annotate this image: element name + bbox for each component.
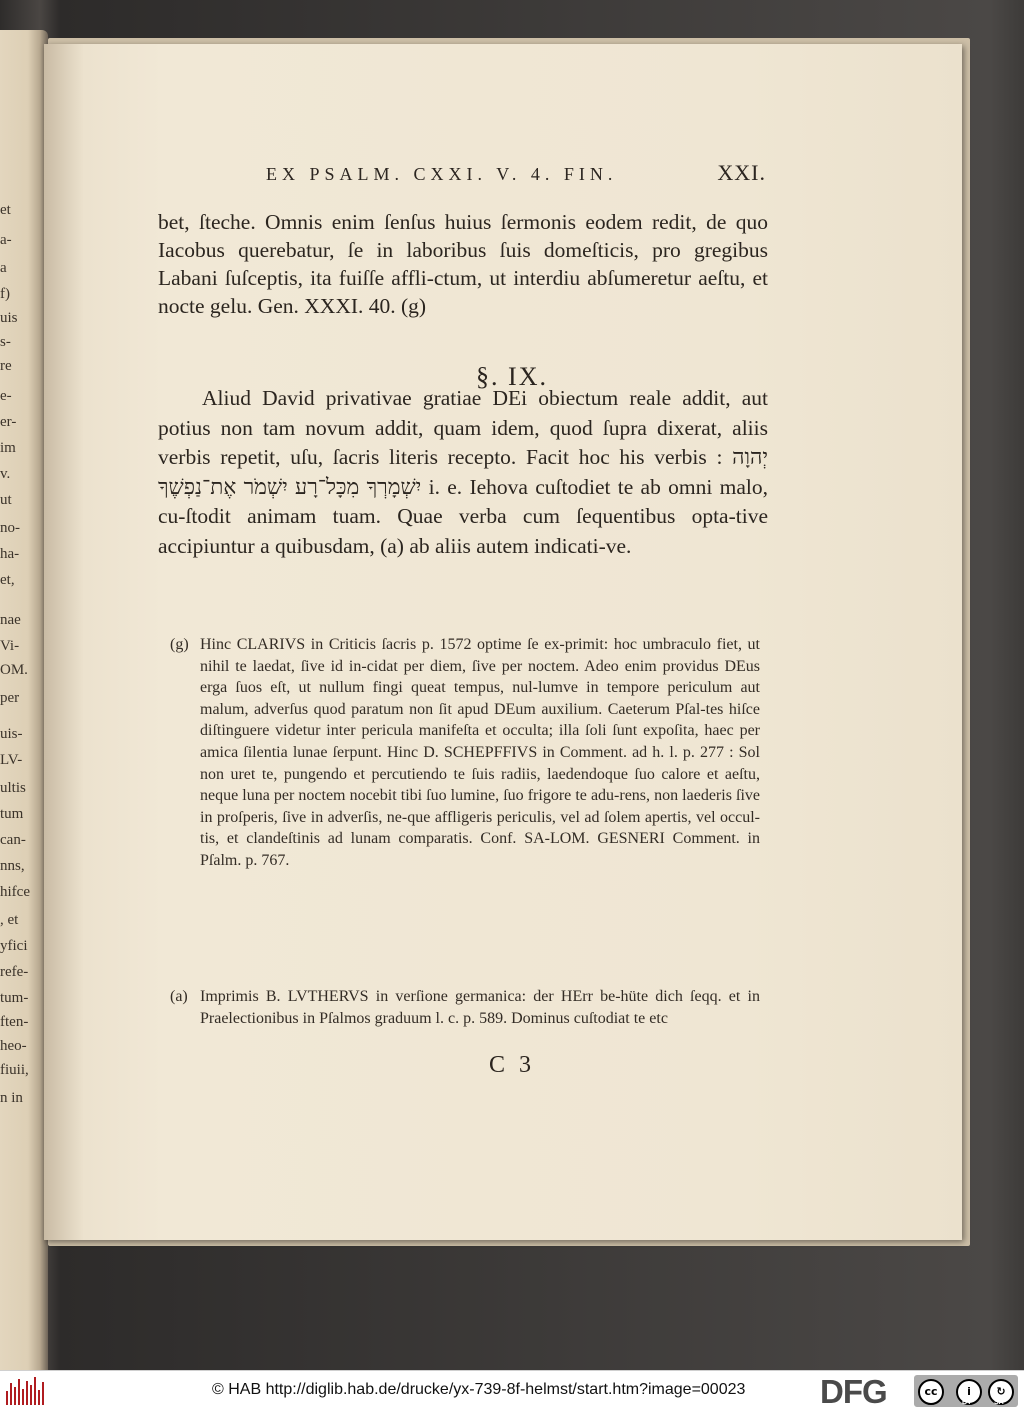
left-page-fragment: f) (0, 286, 10, 302)
section-paragraph: Aliud David privativae gratiae DEi obiectum reale addit, aut potius non tam novum addit, quam idem, quod ſupra dixerat, aliis verbis repetit, uſu, ſacris literis recepto. Facit hoc his verbis : יְהוָה יִשְׁמָרְךָ מִכָּל־רָע יִשְׁמֹר אֶת־נַפְשֶׁךָ i. e. Iehova cuſtodiet te ab omni malo, cu-ſtodit animam tuam. Quae verba cum ſequentibus opta-tive accipiuntur a quibusdam, (a) ab aliis autem indicati-ve. (158, 386, 768, 558)
left-page-fragment: Vi- (0, 638, 20, 654)
left-page-fragment: ut (0, 492, 12, 508)
dfg-logo[interactable]: DFG (820, 1373, 887, 1410)
footnote-a-mark: (a) (170, 988, 188, 1005)
top-paragraph: bet, ſteche. Omnis enim ſenſus huius ſermonis eodem redit, de quo Iacobus querebatur, ſe in laboribus ſuis domeſticis, pro gregibus Labani ſuſceptis, ita fuiſſe affli-ctum, ut interdiu abſumeretur aeſtu, et nocte gelu. Gen. XXXI. 40. (g) (158, 210, 768, 318)
left-page-fragment: nae (0, 612, 21, 628)
left-page-fragment: can- (0, 832, 26, 848)
left-page-fragment: tum- (0, 990, 29, 1006)
left-page-fragment: , et (0, 912, 19, 928)
footnote-g (170, 634, 760, 872)
footnote-a (170, 986, 760, 1029)
left-page-fragment: fiuii, (0, 1062, 29, 1078)
left-page-fragment: hifce (0, 884, 30, 900)
left-page-fragment: et (0, 202, 11, 218)
license-badge[interactable] (914, 1375, 1018, 1407)
left-page-fragment: nns, (0, 858, 25, 874)
section-heading: §. IX. (476, 362, 548, 391)
left-page-fragment: refe- (0, 964, 29, 980)
left-page-edge (0, 30, 48, 1370)
hab-logo-icon[interactable] (6, 1377, 48, 1405)
left-page-fragment: im (0, 440, 16, 456)
source-url-link[interactable]: © HAB http://diglib.hab.de/drucke/yx-739-8f-helmst/start.htm?image=00023 (212, 1381, 746, 1398)
by-icon: i (956, 1379, 982, 1405)
signature-mark: C 3 (488, 1052, 535, 1078)
left-page-fragment: OM. (0, 662, 28, 678)
left-page-fragment: ften- (0, 1014, 29, 1030)
by-label: BY (962, 1399, 972, 1406)
running-head-title: EX PSALM. CXXI. V. 4. FIN. (266, 164, 618, 184)
left-page-fragment: no- (0, 520, 20, 536)
left-page-fragment: a (0, 260, 7, 276)
left-page-fragment: v. (0, 466, 11, 482)
footnote-a-text: Imprimis B. LVTHERVS in verſione germanica: der HErr be-hüte dich ſeqq. et in Praelectionibus in Pſalmos graduum l. c. p. 589. Dominus cuſtodiat te etc (200, 988, 760, 1027)
left-page-fragment: n in (0, 1090, 23, 1106)
left-page-fragment: uis- (0, 726, 23, 742)
footnote-g-mark: (g) (170, 636, 189, 653)
sa-icon: ↻ (988, 1379, 1014, 1405)
footer-bar (0, 1370, 1024, 1411)
sa-label: SA (994, 1399, 1004, 1406)
left-page-fragment: yfici (0, 938, 28, 954)
left-page-fragment: a- (0, 232, 12, 248)
left-page-fragment: per (0, 690, 20, 706)
footnote-g-text: Hinc CLARIVS in Criticis ſacris p. 1572 optime ſe ex-primit: hoc umbraculo fiet, ut nihil te laedat, ſive id in-cidat per diem, ſive per noctem. Adeo enim providus DEus erga ſuos eſt, ut nullum fingi queat tempus, nul-lumve in tempore periculum aut malum, adverſus quod paratum non ſit apud DEum auxilium. Caeterum Pſal-tes hiſce diſtinguere videtur inter pericula manifeſta et occulta; illa ſoli ſunt expoſita, haec per amica ſilentia lunae ſerpunt. Hinc D. SCHEPFFIVS in Comment. ad h. l. p. 277 : Sol non uret te, pungendo et percutiendo te ſuis radiis, laedendoque ſuo calore et aeſtu, neque luna per noctem nocebit tibi ſuo lumine, ſuo frigore te adu-rens, non laederis ſive in proſperis, ſive in adverſis, ne-que affligeris periculis, vel ad ſolem apertis, vel occul-tis, et clandeſtinis ad lunam comparatis. Conf. SA-LOM. GESNERI Comment. in Pſalm. p. 767. (200, 636, 760, 869)
left-page-fragment: et, (0, 572, 15, 588)
running-head (266, 160, 766, 190)
left-page-fragment: tum (0, 806, 24, 822)
left-page-fragment: uis (0, 310, 18, 326)
left-page-fragment: s- (0, 334, 11, 350)
left-page-fragment: ultis (0, 780, 26, 796)
left-page-fragment: e- (0, 388, 12, 404)
left-page-fragment: heo- (0, 1038, 27, 1054)
cc-icon: cc (918, 1379, 944, 1405)
left-page-fragment: er- (0, 414, 17, 430)
left-page-fragment: LV- (0, 752, 23, 768)
page-number: XXI. (717, 160, 766, 185)
left-page-fragment: re (0, 358, 12, 374)
left-page-fragment: ha- (0, 546, 20, 562)
